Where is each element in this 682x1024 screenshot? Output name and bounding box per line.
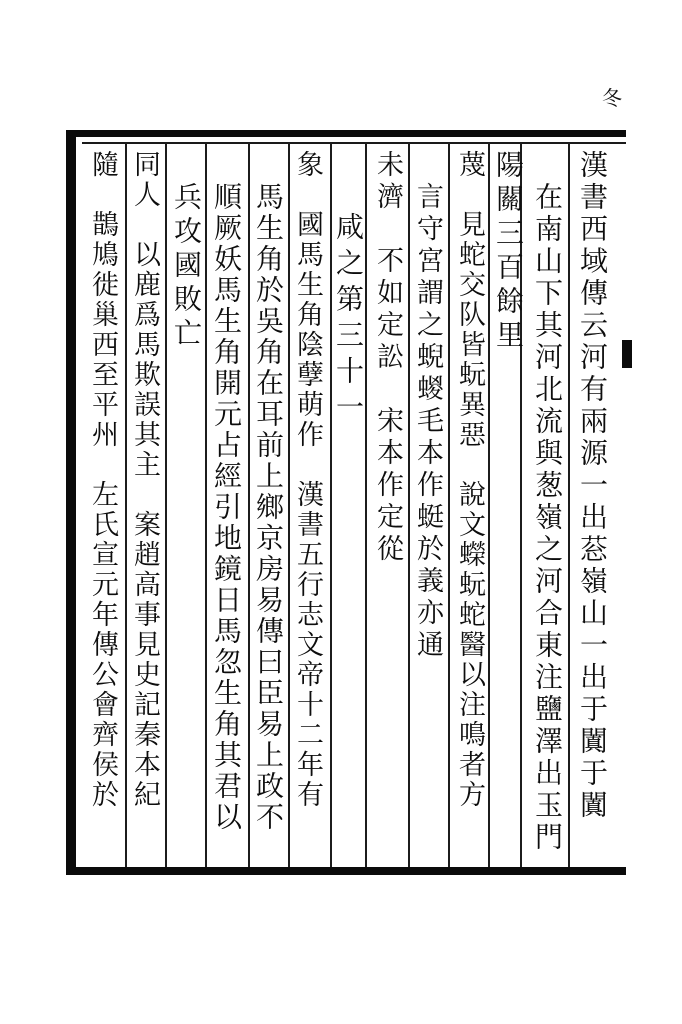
text-column-12: 同人 以鹿爲馬欺誤其主 案趙高事見史記秦本紀 xyxy=(129,150,160,810)
column-rule xyxy=(248,142,250,867)
text-column-13: 隨 鵲鳩徙巢西至平州 左氏宣元年傳公會齊侯於 xyxy=(87,150,118,810)
frame-inner-top-line xyxy=(82,142,626,144)
text-column-9: 馬生角於吳角在耳前上鄉京房易傳曰臣易上政不 xyxy=(252,182,285,833)
text-column-6: 未濟 不如定訟 宋本作定從 xyxy=(372,150,403,566)
column-rule xyxy=(288,142,290,867)
text-column-11: 兵攻國敗亡 xyxy=(170,182,203,352)
text-column-10: 順厥妖馬生角開元占經引地鏡日馬忽生角其君以 xyxy=(210,182,243,833)
column-rule xyxy=(125,142,127,867)
frame-left-border xyxy=(66,130,76,875)
text-column-1: 漢書西域傳云河有兩源一出䓗嶺山一出于闐于闐 xyxy=(576,150,609,822)
column-rule xyxy=(448,142,450,867)
text-column-3: 陽關三百餘里 xyxy=(492,150,525,354)
column-rule xyxy=(408,142,410,867)
text-column-2: 在南山下其河北流與葱嶺之河合東注鹽澤出玉門 xyxy=(531,182,564,854)
frame-bottom-border xyxy=(66,867,626,875)
column-rule xyxy=(568,142,570,867)
text-column-8: 象 國馬生角陰孽萌作 漢書五行志文帝十二年有 xyxy=(292,150,323,810)
column-rule xyxy=(165,142,167,867)
fishtail-block-mark xyxy=(622,340,632,368)
column-rule xyxy=(488,142,490,867)
text-column-7: 咸之第三十一 xyxy=(332,212,365,428)
text-column-4: 蔑 見蛇交队皆蚖異惡 說文蠑蚖蛇醫以注鳴者方 xyxy=(454,150,485,810)
column-rule xyxy=(365,142,367,867)
column-rule xyxy=(205,142,207,867)
text-column-5: 言守宮謂之蜺蝬毛本作蜓於義亦通 xyxy=(412,182,443,662)
top-edge-character: 冬 xyxy=(602,86,622,110)
frame-top-border xyxy=(66,130,626,137)
